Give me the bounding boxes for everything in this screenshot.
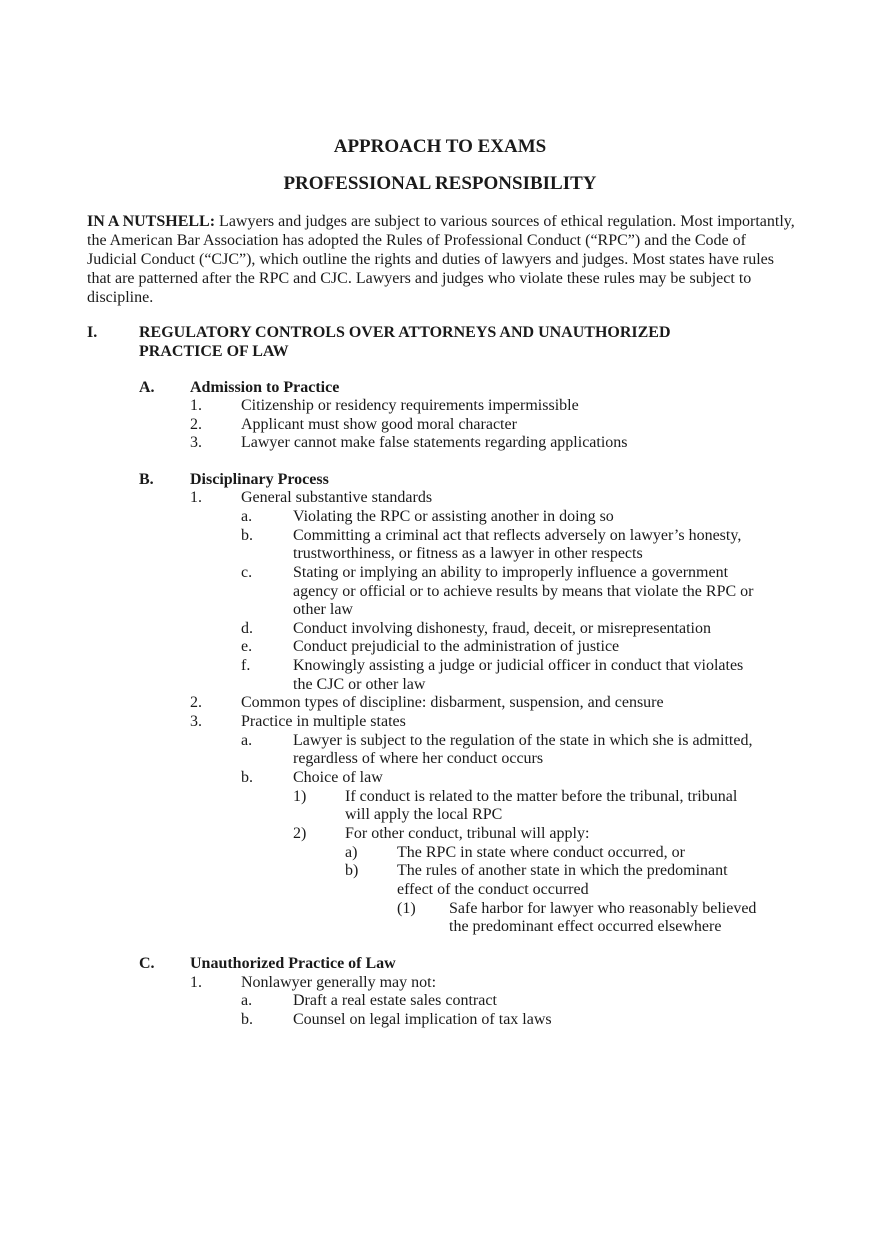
item-text: Practice in multiple states — [241, 713, 406, 730]
item-text-continued: will apply the local RPC — [345, 806, 503, 823]
item-text: Conduct involving dishonesty, fraud, deceit, or misrepresentation — [293, 620, 711, 637]
item-marker: c. — [241, 564, 253, 581]
item-text-continued: the CJC or other law — [293, 676, 426, 693]
item-text: Counsel on legal implication of tax laws — [293, 1011, 552, 1028]
item-text: Conduct prejudicial to the administration of justice — [293, 638, 620, 655]
item-marker: 1. — [190, 489, 202, 506]
item-text: For other conduct, tribunal will apply: — [345, 825, 590, 842]
item-marker: a. — [241, 992, 253, 1009]
item-marker: e. — [241, 638, 253, 655]
item-text: Knowingly assisting a judge or judicial officer in conduct that violates — [293, 657, 744, 674]
item-marker: b. — [241, 527, 253, 544]
item-marker: 1. — [190, 974, 202, 991]
item-marker: b. — [241, 769, 253, 786]
nutshell-text: Lawyers and judges are subject to various sources of ethical regulation. Most importantly, the American Bar Association has adopted the Rules of Professional Conduct (“RPC”) and the Code of Judicial Conduct (“CJC”), which outline the rights and duties of lawyers and judges. Most states have rules that are patterned after the RPC and CJC. Lawyers and judges who violate these rules may be subject to discipline. — [87, 213, 795, 306]
item-text: The rules of another state in which the predominant — [397, 862, 728, 879]
item-marker: b. — [241, 1011, 253, 1028]
document-title: APPROACH TO EXAMS — [333, 136, 547, 157]
subsection-b-title: Disciplinary Process — [190, 471, 329, 488]
item-text: Committing a criminal act that reflects adversely on lawyer’s honesty, — [293, 527, 742, 544]
item-text: General substantive standards — [241, 489, 433, 506]
nutshell-label: IN A NUTSHELL: — [87, 213, 216, 230]
item-marker: 3. — [190, 434, 202, 451]
item-text-continued: regardless of where her conduct occurs — [293, 750, 544, 767]
subsection-a-marker: A. — [139, 379, 155, 396]
section-heading-line1: REGULATORY CONTROLS OVER ATTORNEYS AND UNAUTHORIZED — [139, 324, 671, 341]
item-text-continued: other law — [293, 601, 353, 618]
item-marker: a. — [241, 732, 253, 749]
item-text-continued: effect of the conduct occurred — [397, 881, 589, 898]
item-text: Lawyer is subject to the regulation of the state in which she is admitted, — [293, 732, 753, 749]
item-text: Violating the RPC or assisting another in doing so — [293, 508, 614, 525]
item-marker: f. — [241, 657, 251, 674]
item-text: Citizenship or residency requirements impermissible — [241, 397, 579, 414]
item-text: Nonlawyer generally may not: — [241, 974, 437, 991]
item-marker: a) — [345, 844, 358, 861]
subsection-c-marker: C. — [139, 955, 155, 972]
item-marker: 2. — [190, 416, 202, 433]
item-text: Safe harbor for lawyer who reasonably believed — [449, 900, 757, 917]
item-marker: a. — [241, 508, 253, 525]
subsection-a-title: Admission to Practice — [190, 379, 340, 396]
item-marker: (1) — [397, 900, 416, 917]
item-marker: 1) — [293, 788, 307, 805]
item-text: Stating or implying an ability to improperly influence a government — [293, 564, 729, 581]
item-text: Lawyer cannot make false statements regarding applications — [241, 434, 628, 451]
item-marker: 2) — [293, 825, 307, 842]
item-text: Common types of discipline: disbarment, suspension, and censure — [241, 694, 664, 711]
document-subtitle: PROFESSIONAL RESPONSIBILITY — [283, 173, 597, 194]
item-text-continued: the predominant effect occurred elsewhere — [449, 918, 722, 935]
item-marker: b) — [345, 862, 359, 879]
nutshell-paragraph — [87, 212, 797, 307]
item-marker: 1. — [190, 397, 202, 414]
item-text: The RPC in state where conduct occurred, or — [397, 844, 685, 861]
item-text: Choice of law — [293, 769, 383, 786]
section-heading-line2: PRACTICE OF LAW — [139, 343, 289, 360]
section-marker: I. — [87, 324, 98, 341]
item-text: Applicant must show good moral character — [241, 416, 517, 433]
item-marker: 2. — [190, 694, 202, 711]
item-marker: 3. — [190, 713, 202, 730]
subsection-c-title: Unauthorized Practice of Law — [190, 955, 396, 972]
subsection-b-marker: B. — [139, 471, 154, 488]
item-marker: d. — [241, 620, 253, 637]
item-text: If conduct is related to the matter before the tribunal, tribunal — [345, 788, 738, 805]
item-text-continued: agency or official or to achieve results by means that violate the RPC or — [293, 583, 754, 600]
item-text-continued: trustworthiness, or fitness as a lawyer in other respects — [293, 545, 643, 562]
item-text: Draft a real estate sales contract — [293, 992, 497, 1009]
